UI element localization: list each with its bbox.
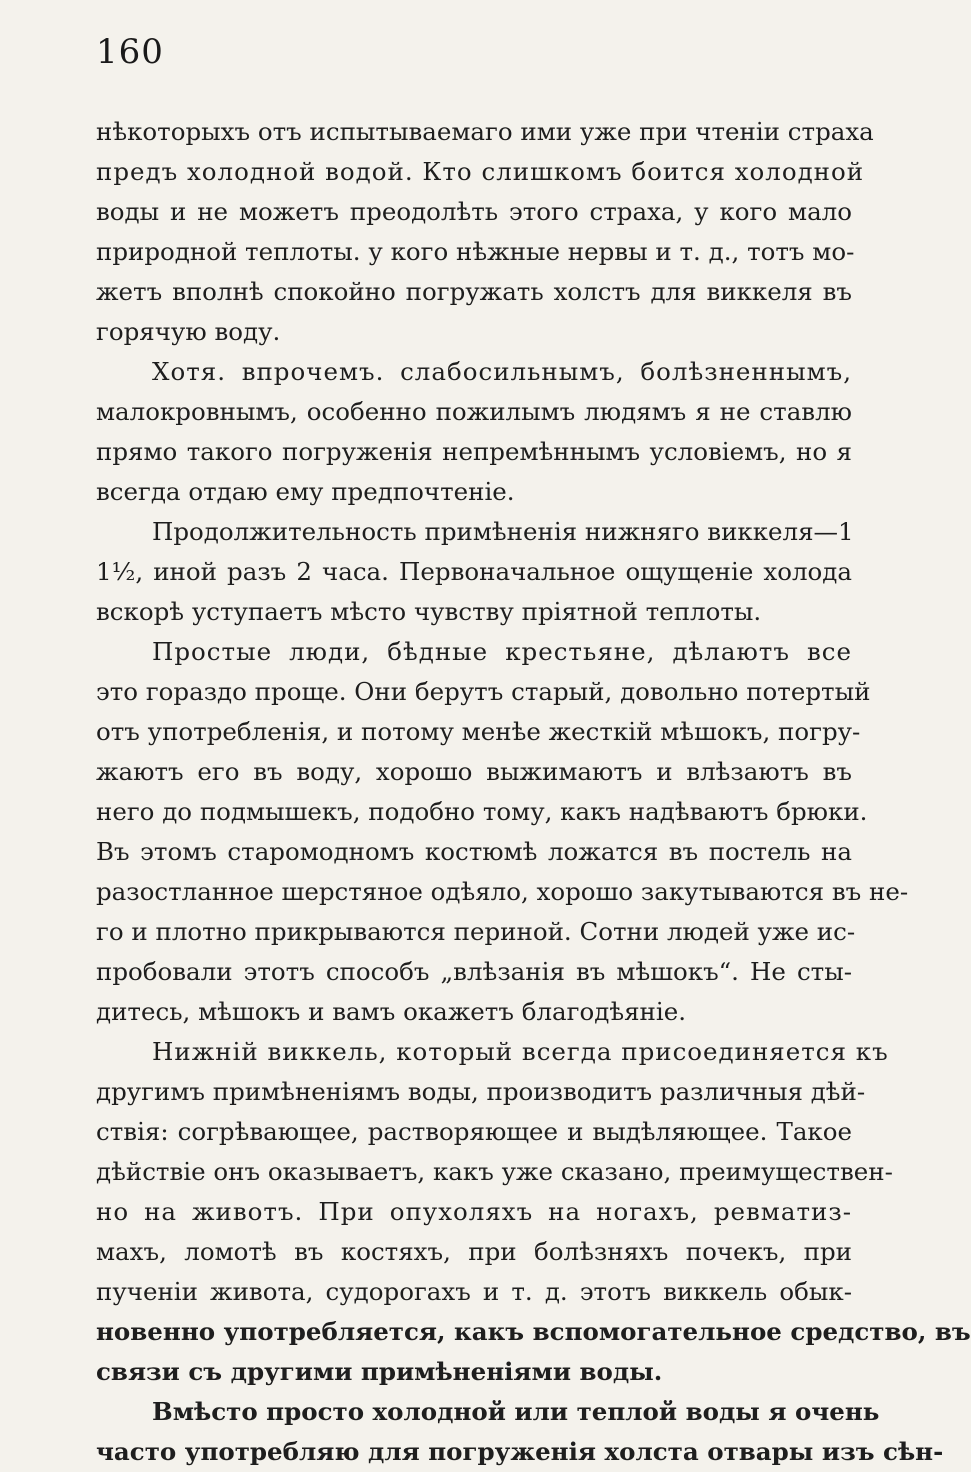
text-line: новенно употребляется, какъ вспомогательное средство, въ — [96, 1317, 971, 1346]
text-line: нѣкоторыхъ отъ испытываемаго ими уже при чтеніи страха — [96, 117, 874, 146]
text-line: пробовали этотъ способъ „влѣзанія въ мѣшокъ“. Не сты- — [96, 957, 852, 986]
text-line: разостланное шерстяное одѣяло, хорошо закутываются въ не- — [96, 877, 909, 906]
text-line: дитесь, мѣшокъ и вамъ окажетъ благодѣяніе. — [96, 997, 687, 1026]
text-line: жаютъ его въ воду, хорошо выжимаютъ и влѣзаютъ въ — [96, 757, 852, 786]
text-line: горячую воду. — [96, 317, 281, 346]
text-line: пученіи живота, судорогахъ и т. д. этотъ виккель обык- — [96, 1277, 852, 1306]
text-line: Хотя. впрочемъ. слабосильнымъ, болѣзненнымъ, — [152, 357, 852, 386]
text-line: Простые люди, бѣдные крестьяне, дѣлаютъ все — [152, 637, 852, 666]
text-line: ствія: согрѣвающее, растворяющее и выдѣляющее. Такое — [96, 1117, 852, 1146]
text-line: Нижній виккель, который всегда присоединяется къ — [152, 1037, 889, 1066]
text-line: другимъ примѣненіямъ воды, производитъ различныя дѣй- — [96, 1077, 866, 1106]
text-line: вскорѣ уступаетъ мѣсто чувству пріятной теплоты. — [96, 597, 762, 626]
text-line: дѣйствіе онъ оказываетъ, какъ уже сказано, преимуществен- — [96, 1157, 893, 1186]
text-line: часто употребляю для погруженія холста отвары изъ сѣн- — [96, 1437, 944, 1466]
text-line: махъ, ломотѣ въ костяхъ, при болѣзняхъ почекъ, при — [96, 1237, 852, 1266]
text-line: связи съ другими примѣненіями воды. — [96, 1357, 663, 1386]
text-line: предъ холодной водой. Кто слишкомъ боится холодной — [96, 157, 865, 186]
text-line: Вмѣсто просто холодной или теплой воды я очень — [152, 1397, 880, 1426]
text-line: прямо такого погруженія непремѣннымъ условіемъ, но я — [96, 437, 852, 466]
text-line: но на животъ. При опухоляхъ на ногахъ, ревматиз- — [96, 1197, 852, 1226]
text-line: это гораздо проще. Они берутъ старый, довольно потертый — [96, 677, 871, 706]
body-text — [96, 112, 971, 1472]
text-line: Продолжительность примѣненія нижняго виккеля—1 — [152, 517, 854, 546]
text-line: жетъ вполнѣ спокойно погружать холстъ для виккеля въ — [96, 277, 852, 306]
text-line: воды и не можетъ преодолѣть этого страха, у кого мало — [96, 197, 852, 226]
text-line: малокровнымъ, особенно пожилымъ людямъ я не ставлю — [96, 397, 852, 426]
text-line: го и плотно прикрываются периной. Сотни людей уже ис- — [96, 917, 856, 946]
page-number: 160 — [96, 32, 164, 72]
text-line: Въ этомъ старомодномъ костюмѣ ложатся въ постель на — [96, 837, 852, 866]
text-line: 1½, иной разъ 2 часа. Первоначальное ощущеніе холода — [96, 557, 852, 586]
text-line: природной теплоты. у кого нѣжные нервы и т. д., тотъ мо- — [96, 237, 855, 266]
text-line: отъ употребленія, и потому менѣе жесткій мѣшокъ, погру- — [96, 717, 861, 746]
text-line: него до подмышекъ, подобно тому, какъ надѣваютъ брюки. — [96, 797, 868, 826]
text-line: всегда отдаю ему предпочтеніе. — [96, 477, 515, 506]
